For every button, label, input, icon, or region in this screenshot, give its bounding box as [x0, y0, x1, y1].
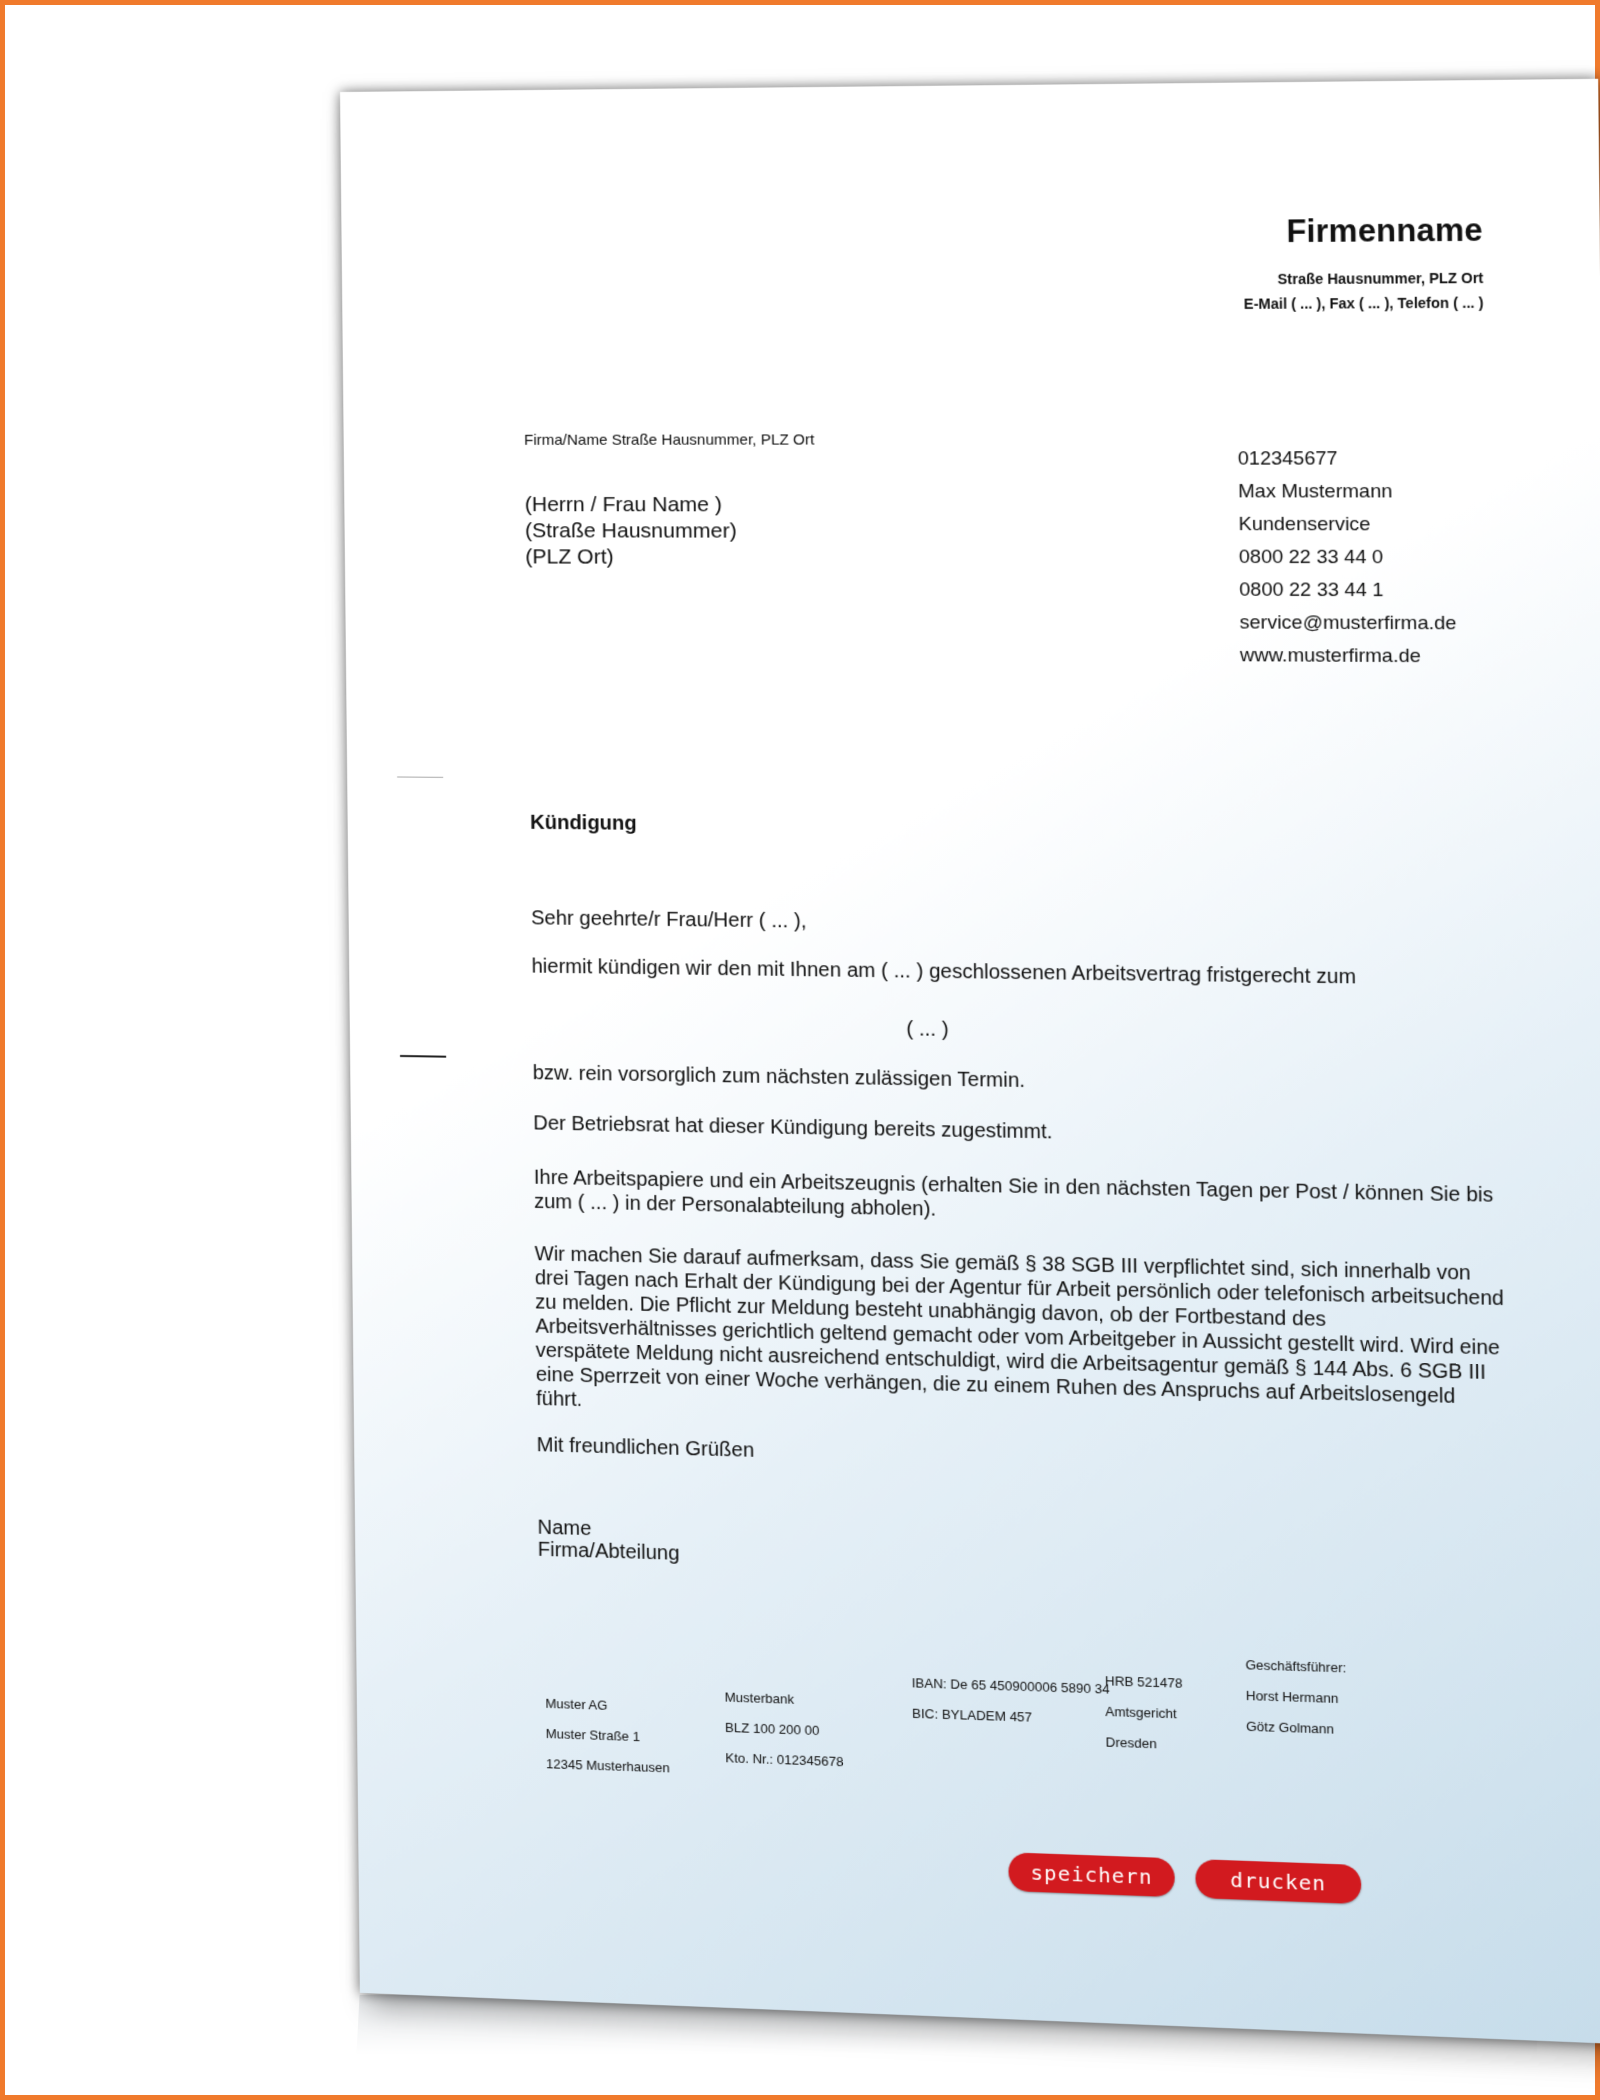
- footer-bank-blz: BLZ 100 200 00: [724, 1719, 820, 1739]
- contact-web: www.musterfirma.de: [1239, 644, 1421, 668]
- recipient-street: (Straße Hausnummer): [524, 519, 737, 543]
- footer-company-city: 12345 Musterhausen: [545, 1756, 670, 1776]
- contact-number: 012345677: [1237, 448, 1338, 470]
- document-page-wrapper: [340, 79, 1600, 2044]
- footer-bank: [725, 1682, 844, 1777]
- footer-bic: BIC: BYLADEM 457: [911, 1705, 1033, 1725]
- punch-mark: [400, 1055, 446, 1058]
- contact-department: Kundenservice: [1238, 513, 1371, 536]
- letter-page: [340, 79, 1600, 2044]
- footer-company-name: Muster AG: [545, 1695, 608, 1713]
- footer-company: [545, 1689, 670, 1784]
- company-name: Firmenname: [1286, 211, 1484, 250]
- body-paragraph-2: bzw. rein vorsorglich zum nächsten zulässigen Termin.: [532, 1062, 1026, 1093]
- footer-hrb: HRB 521478: [1104, 1673, 1183, 1691]
- contact-fax: 0800 22 33 44 1: [1239, 579, 1384, 602]
- signature-name: Name: [537, 1516, 592, 1541]
- footer-management-label: Geschäftsführer:: [1245, 1657, 1347, 1676]
- recipient-address: [525, 492, 737, 571]
- recipient-name: (Herrn / Frau Name ): [524, 493, 723, 517]
- body-paragraph-4: Ihre Arbeitspapiere und ein Arbeitszeugnis (erhalten Sie in den nächsten Tagen per Post / können Sie bis zum ( ... ) in der Personalabteilung abholen).: [533, 1166, 1494, 1221]
- salutation: Sehr geehrte/r Frau/Herr ( ... ),: [531, 907, 807, 933]
- save-button[interactable]: speichern: [1008, 1852, 1175, 1897]
- footer-court-city: Dresden: [1105, 1734, 1157, 1752]
- company-address: Straße Hausnummer, PLZ Ort: [1277, 269, 1484, 288]
- contact-block: [1238, 443, 1457, 674]
- date-placeholder: ( ... ): [906, 1018, 949, 1042]
- footer-iban-number: IBAN: De 65 450900006 5890 34: [911, 1675, 1110, 1697]
- footer-bank-name: Musterbank: [724, 1689, 795, 1707]
- footer-iban: [912, 1668, 1111, 1735]
- signature-department: Firma/Abteilung: [537, 1538, 680, 1565]
- sender-line: Firma/Name Straße Hausnummer, PLZ Ort: [524, 431, 815, 449]
- letter-subject: Kündigung: [530, 811, 637, 835]
- footer-manager-2: Götz Golmann: [1246, 1718, 1335, 1737]
- contact-name: Max Mustermann: [1238, 480, 1393, 503]
- body-paragraph-5: Wir machen Sie darauf aufmerksam, dass Sie gemäß § 38 SGB III verpflichtet sind, sich innerhalb von drei Tagen nach Erhalt der Kündigung bei der Agentur für Arbeit persönlich oder telefonisch arbeitsuchend zu melden. Die Pflicht zur Meldung besteht unabhängig davon, ob der Fortbestand des Arbeitsverhältnisses gerichtlich geltend gemacht oder vom Arbeitgeber in Aussicht gestellt wird. Wird eine verspätete Meldung nicht ausreichend entschuldigt, wird die Arbeitsagentur gemäß § 144 Abs. 6 SGB III eine Sperrzeit von einer Woche verhängen, die zu einem Ruhen des Anspruchs auf Arbeitslosengeld führt.: [534, 1243, 1504, 1412]
- body-paragraph-3: Der Betriebsrat hat dieser Kündigung bereits zugestimmt.: [533, 1112, 1053, 1144]
- footer-manager-1: Horst Hermann: [1245, 1687, 1339, 1707]
- footer-bank-account: Kto. Nr.: 012345678: [725, 1750, 844, 1770]
- closing: Mit freundlichen Grüßen: [536, 1434, 755, 1462]
- footer-court: Amtsgericht: [1105, 1703, 1177, 1722]
- print-button[interactable]: drucken: [1195, 1859, 1361, 1904]
- body-paragraph-1: hiermit kündigen wir den mit Ihnen am ( ... ) geschlossenen Arbeitsvertrag fristgerecht zum: [531, 955, 1357, 989]
- contact-email: service@musterfirma.de: [1239, 612, 1457, 635]
- footer-company-street: Muster Straße 1: [545, 1725, 641, 1745]
- contact-phone: 0800 22 33 44 0: [1238, 546, 1384, 569]
- fold-mark: [397, 776, 443, 777]
- footer-management: [1245, 1650, 1347, 1746]
- recipient-city: (PLZ Ort): [525, 545, 614, 569]
- footer-register: [1105, 1666, 1183, 1760]
- company-contact: E-Mail ( ... ), Fax ( ... ), Telefon ( ... ): [1243, 294, 1484, 312]
